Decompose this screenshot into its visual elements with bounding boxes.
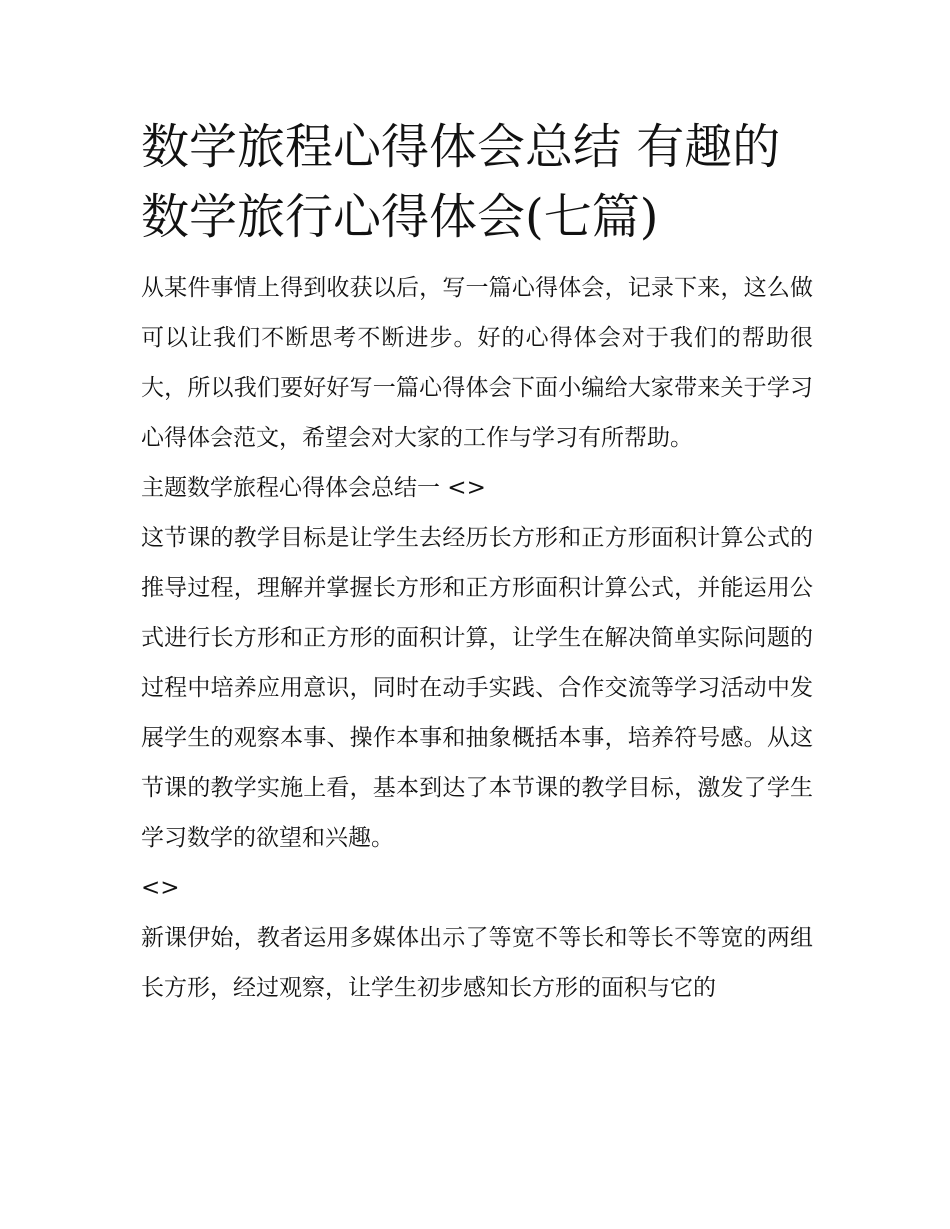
intro-paragraph: 从某件事情上得到收获以后，写一篇心得体会，记录下来，这么做可以让我们不断思考不断进步。好的心得体会对于我们的帮助很大，所以我们要好好写一篇心得体会下面小编给大家带来关于学习心得体会范文，希望会对大家的工作与学习有所帮助。 xyxy=(141,275,813,451)
section-one-paragraph: 这节课的教学目标是让学生去经历长方形和正方形面积计算公式的推导过程，理解并掌握长方形和正方形面积计算公式，并能运用公式进行长方形和正方形的面积计算，让学生在解决简单实际问题的过程中培养应用意识，同时在动手实践、合作交流等学习活动中发展学生的观察本事、操作本事和抽象概括本事，培养符号感。从这节课的教学实施上看，基本到达了本节课的教学目标，激发了学生学习数学的欲望和兴趣。 xyxy=(141,525,813,851)
separator-paragraph: <> xyxy=(141,875,180,901)
document-body xyxy=(141,263,813,1013)
section-one-paragraph-continued: 新课伊始，教者运用多媒体出示了等宽不等长和等长不等宽的两组长方形，经过观察，让学生初步感知长方形的面积与它的 xyxy=(141,925,813,1001)
section-heading-one: 主题数学旅程心得体会总结一 <> xyxy=(141,475,486,501)
document-title: 数学旅程心得体会总结 有趣的数学旅行心得体会(七篇) xyxy=(141,119,781,245)
document-content xyxy=(141,112,813,1013)
